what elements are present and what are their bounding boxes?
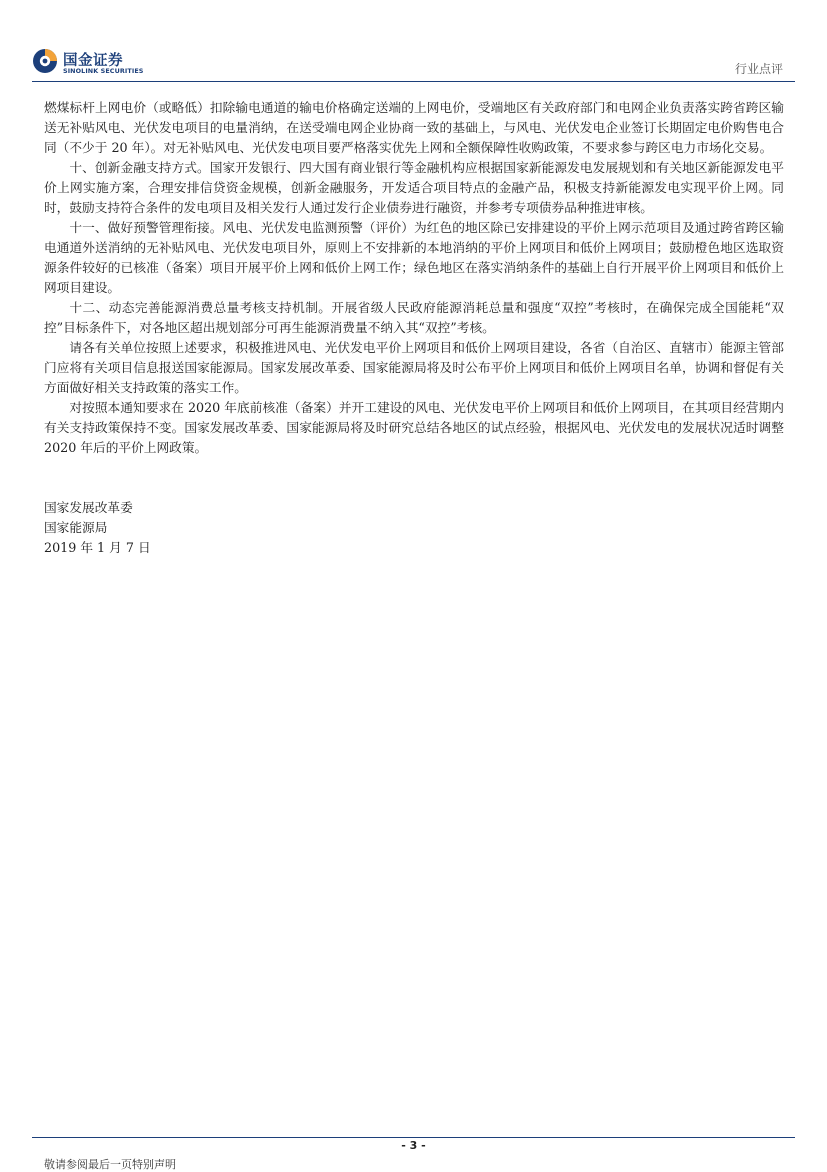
paragraph-request: 请各有关单位按照上述要求，积极推进风电、光伏发电平价上网项目和低价上网项目建设，各省（自治区、直辖市）能源主管部门应将有关项目信息报送国家能源局。国家发展改革委、国家能源局将及时公布平价上网项目和低价上网项目名单，协调和督促有关方面做好相关支持政策的落实工作。: [44, 340, 784, 395]
header-divider: [32, 81, 795, 82]
signature-org-ndrc: 国家发展改革委: [44, 500, 133, 515]
signature-block: [44, 498, 151, 558]
logo-english-name: SINOLINK SECURITIES: [63, 67, 144, 75]
logo-mark-icon: [32, 48, 58, 74]
document-body: [44, 98, 784, 458]
paragraph-section-11: 十一、做好预警管理衔接。风电、光伏发电监测预警（评价）为红色的地区除已安排建设的平价上网示范项目及通过跨省跨区输电通道外送消纳的无补贴风电、光伏发电项目外，原则上不安排新的本地消纳的平价上网项目和低价上网项目；鼓励橙色地区选取资源条件较好的已核准（备案）项目开展平价上网和低价上网工作；绿色地区在落实消纳条件的基础上自行开展平价上网项目和低价上网项目建设。: [44, 220, 784, 295]
page-number: - 3 -: [401, 1139, 426, 1152]
page-header: [0, 0, 827, 82]
signature-org-nea: 国家能源局: [44, 520, 108, 535]
paragraph-continuation: 燃煤标杆上网电价（或略低）扣除输电通道的输电价格确定送端的上网电价，受端地区有关政府部门和电网企业负责落实跨省跨区输送无补贴风电、光伏发电项目的电量消纳，在送受端电网企业协商一致的基础上，与风电、光伏发电企业签订长期固定电价购售电合同（不少于 20 年）。对无补贴风电、光伏发电项目要严格落实优先上网和全额保障性收购政策，不要求参与跨区电力市场化交易。: [44, 100, 784, 155]
sinolink-logo: [32, 48, 162, 78]
report-type-label: 行业点评: [734, 62, 783, 76]
disclaimer-note: 敬请参阅最后一页特别声明: [44, 1158, 176, 1171]
signature-date: 2019 年 1 月 7 日: [44, 540, 151, 555]
paragraph-section-12: 十二、动态完善能源消费总量考核支持机制。开展省级人民政府能源消耗总量和强度“双控”考核时，在确保完成全国能耗“双控”目标条件下，对各地区超出规划部分可再生能源消费量不纳入其“双控”考核。: [44, 300, 784, 335]
paragraph-section-10: 十、创新金融支持方式。国家开发银行、四大国有商业银行等金融机构应根据国家新能源发电发展规划和有关地区新能源发电平价上网实施方案，合理安排信贷资金规模，创新金融服务，开发适合项目特点的金融产品，积极支持新能源发电实现平价上网。同时，鼓励支持符合条件的发电项目及相关发行人通过发行企业债券进行融资，并参考专项债券品种推进审核。: [44, 160, 784, 215]
logo-chinese-name: 国金证券: [63, 53, 123, 69]
paragraph-policy-continuity: 对按照本通知要求在 2020 年底前核准（备案）并开工建设的风电、光伏发电平价上网项目和低价上网项目，在其项目经营期内有关支持政策保持不变。国家发展改革委、国家能源局将及时研究总结各地区的试点经验，根据风电、光伏发电的发展状况适时调整 2020 年后的平价上网政策。: [44, 400, 784, 455]
footer-divider: [32, 1137, 795, 1138]
